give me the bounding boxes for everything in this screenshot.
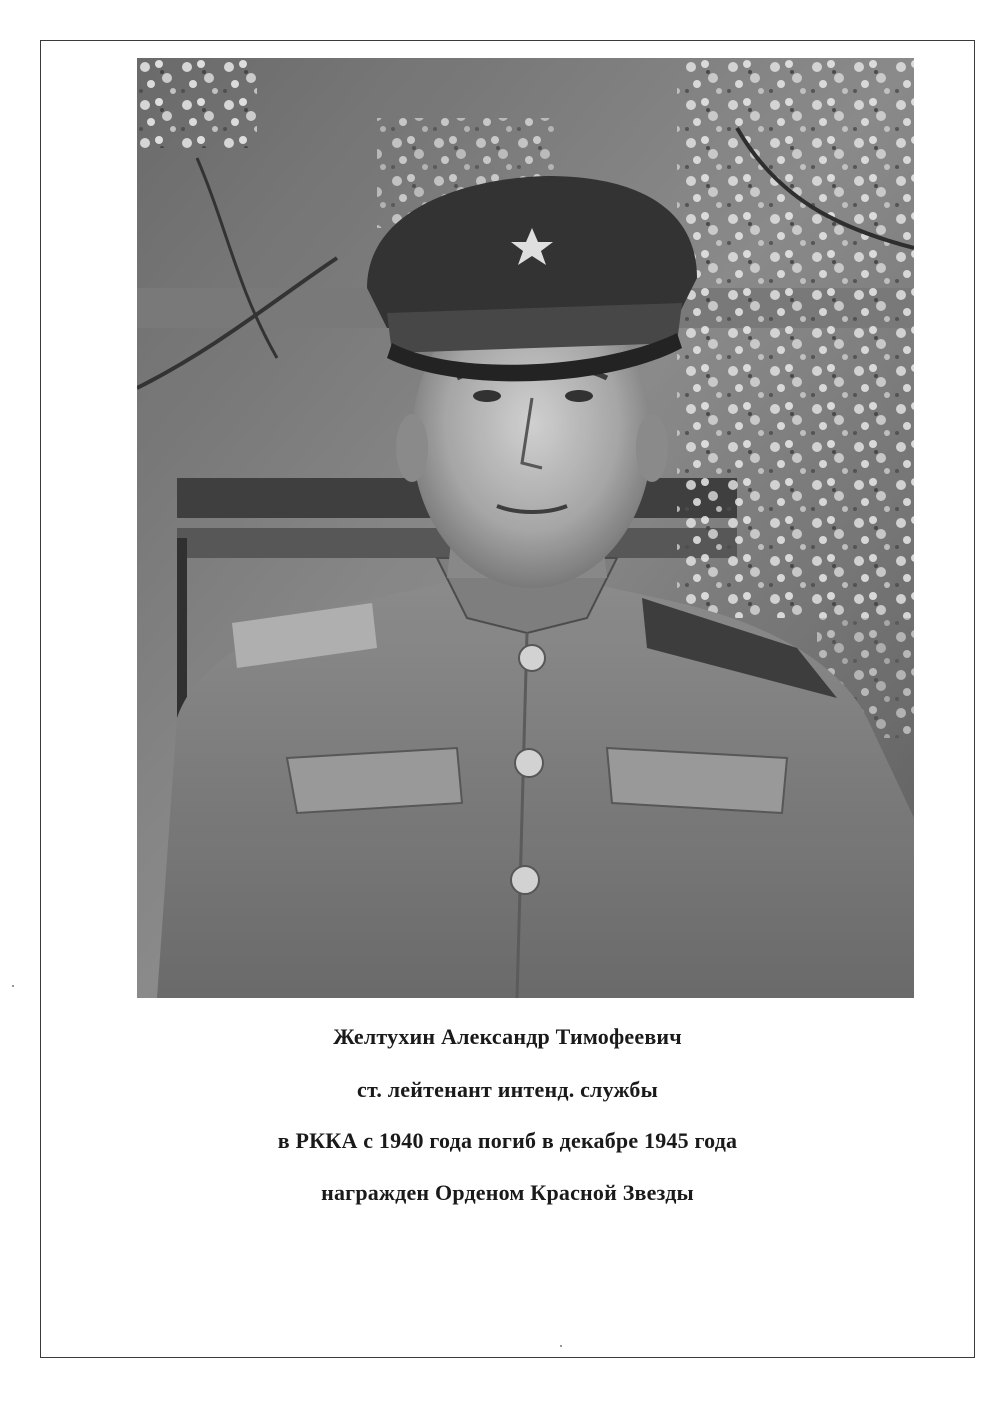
portrait-photo: [137, 58, 914, 998]
scan-speck: [12, 985, 14, 987]
service-record: в РККА с 1940 года погиб в декабре 1945 года: [277, 1128, 738, 1153]
award-line: награжден Орденом Красной Звезды: [321, 1180, 694, 1205]
soldier-rank: ст. лейтенант интенд. службы: [357, 1077, 658, 1102]
soldier-name: Желтухин Александр Тимофеевич: [333, 1024, 682, 1049]
scan-speck: [560, 1345, 562, 1347]
